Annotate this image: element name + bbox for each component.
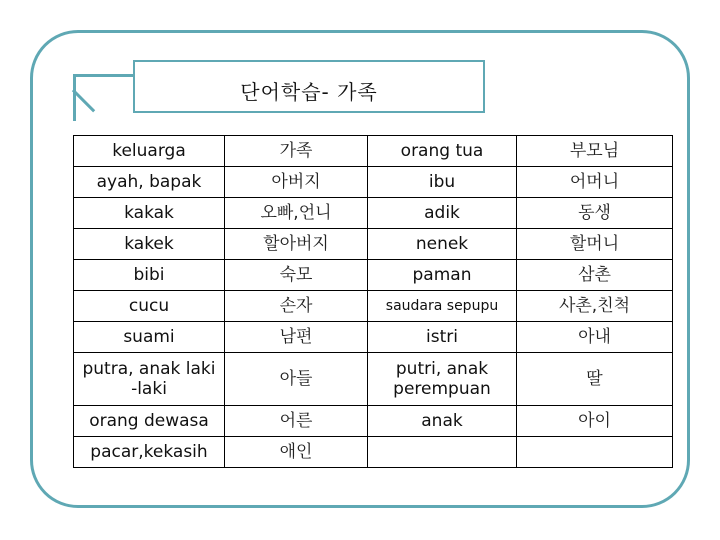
table-row bbox=[74, 167, 673, 198]
indonesian-word: keluarga bbox=[74, 136, 225, 167]
indonesian-word: suami bbox=[74, 322, 225, 353]
table-row bbox=[74, 136, 673, 167]
korean-word: 아내 bbox=[517, 322, 673, 353]
indonesian-word: kakak bbox=[74, 198, 225, 229]
table-row bbox=[74, 198, 673, 229]
indonesian-word: ibu bbox=[368, 167, 517, 198]
korean-word: 아이 bbox=[517, 406, 673, 437]
indonesian-word: bibi bbox=[74, 260, 225, 291]
indonesian-word: pacar,kekasih bbox=[74, 437, 225, 468]
indonesian-word: orang dewasa bbox=[74, 406, 225, 437]
korean-word bbox=[517, 437, 673, 468]
indonesian-word: putra, anak laki -laki bbox=[74, 353, 225, 406]
table-row bbox=[74, 353, 673, 406]
korean-word: 애인 bbox=[225, 437, 368, 468]
korean-word: 가족 bbox=[225, 136, 368, 167]
indonesian-word: paman bbox=[368, 260, 517, 291]
korean-word: 사촌,친척 bbox=[517, 291, 673, 322]
table-row bbox=[74, 260, 673, 291]
korean-word: 아버지 bbox=[225, 167, 368, 198]
korean-word: 어른 bbox=[225, 406, 368, 437]
indonesian-word: putri, anak perempuan bbox=[368, 353, 517, 406]
indonesian-word: kakek bbox=[74, 229, 225, 260]
vocabulary-table bbox=[73, 135, 673, 468]
korean-word: 손자 bbox=[225, 291, 368, 322]
indonesian-word: istri bbox=[368, 322, 517, 353]
korean-word: 할머니 bbox=[517, 229, 673, 260]
korean-word: 아들 bbox=[225, 353, 368, 406]
table-row bbox=[74, 322, 673, 353]
indonesian-word: ayah, bapak bbox=[74, 167, 225, 198]
korean-word: 어머니 bbox=[517, 167, 673, 198]
korean-word: 남편 bbox=[225, 322, 368, 353]
table-row bbox=[74, 229, 673, 260]
title-box bbox=[133, 60, 485, 113]
indonesian-word: anak bbox=[368, 406, 517, 437]
indonesian-word: cucu bbox=[74, 291, 225, 322]
indonesian-word: adik bbox=[368, 198, 517, 229]
korean-word: 딸 bbox=[517, 353, 673, 406]
indonesian-word bbox=[368, 437, 517, 468]
korean-word: 동생 bbox=[517, 198, 673, 229]
page-title: 단어학습- 가족 bbox=[240, 80, 378, 104]
indonesian-word: nenek bbox=[368, 229, 517, 260]
indonesian-word: saudara sepupu bbox=[368, 291, 517, 322]
table-row bbox=[74, 291, 673, 322]
korean-word: 오빠,언니 bbox=[225, 198, 368, 229]
table-row bbox=[74, 437, 673, 468]
indonesian-word: orang tua bbox=[368, 136, 517, 167]
korean-word: 숙모 bbox=[225, 260, 368, 291]
korean-word: 할아버지 bbox=[225, 229, 368, 260]
korean-word: 삼촌 bbox=[517, 260, 673, 291]
korean-word: 부모님 bbox=[517, 136, 673, 167]
table-row bbox=[74, 406, 673, 437]
